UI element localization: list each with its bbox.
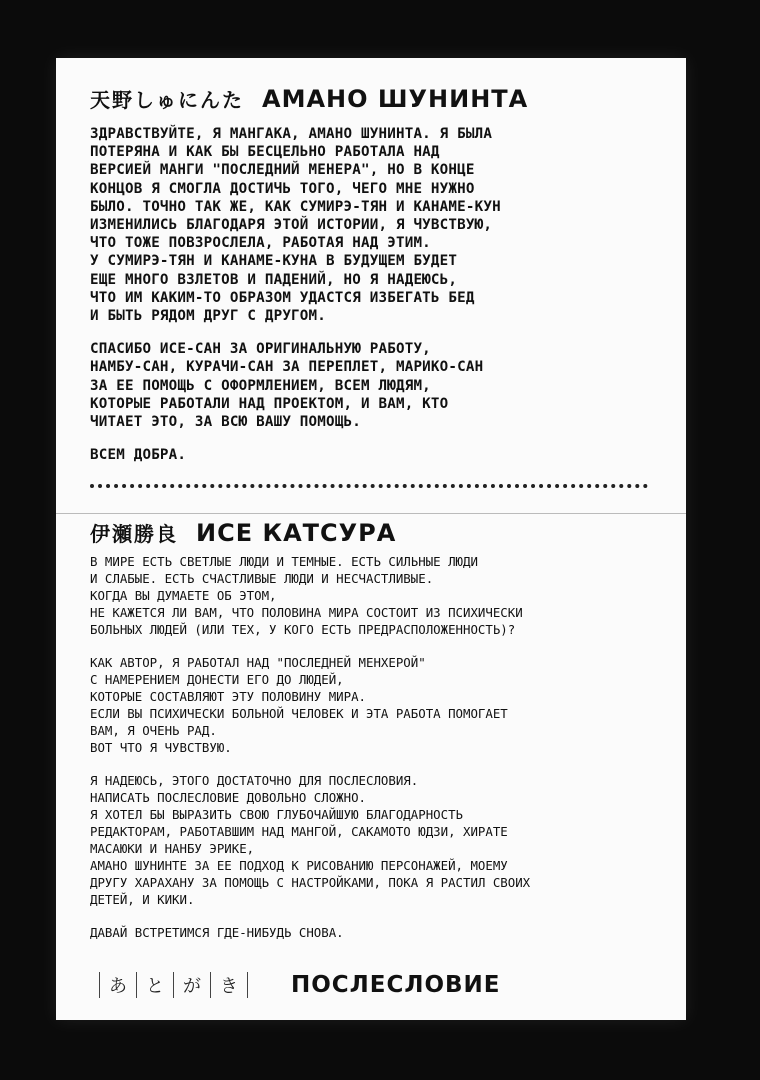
author-name: ИСЕ КАТСУРА: [196, 519, 397, 547]
afterword-kana: [90, 972, 257, 998]
kana-divider: [99, 972, 100, 998]
paragraph: Я НАДЕЮСЬ, ЭТОГО ДОСТАТОЧНО ДЛЯ ПОСЛЕСЛОВИЯ. НАПИСАТЬ ПОСЛЕСЛОВИЕ ДОВОЛЬНО СЛОЖНО. Я ХОТЕЛ БЫ ВЫРАЗИТЬ СВОЮ ГЛУБОЧАЙШУЮ БЛАГОДАРНОСТЬ РЕДАКТОРАМ, РАБОТАВШИМ НАД МАНГОЙ, САКАМОТО ЮДЗИ, ХИРАТЕ МАСАЮКИ И НАНБУ ЭРИКЕ, АМАНО ШУНИНТЕ ЗА ЕЕ ПОДХОД К РИСОВАНИЮ ПЕРСОНАЖЕЙ, МОЕМУ ДРУГУ ХАРАХАНУ ЗА ПОМОЩЬ С НАСТРОЙКАМИ, ПОКА Я РАСТИЛ СВОИХ ДЕТЕЙ, И КИКИ.: [90, 773, 531, 907]
section-ise: [90, 518, 658, 957]
kana-char: き: [220, 976, 238, 997]
author-name: АМАНО ШУНИНТА: [262, 85, 529, 113]
footer-title: ПОСЛЕСЛОВИЕ: [291, 972, 501, 998]
page-footer: [90, 972, 501, 998]
kana-char: と: [146, 976, 164, 997]
author-heading: [90, 84, 658, 113]
kana-divider: [210, 972, 211, 998]
afterword-page: [56, 58, 686, 1020]
paragraph: ДАВАЙ ВСТРЕТИМСЯ ГДЕ-НИБУДЬ СНОВА.: [90, 925, 344, 940]
kana-divider: [247, 972, 248, 998]
kana-char: が: [183, 976, 201, 997]
author-heading: [90, 518, 658, 547]
kana-char: あ: [109, 976, 127, 997]
paragraph: ЗДРАВСТВУЙТЕ, Я МАНГАКА, АМАНО ШУНИНТА. Я БЫЛА ПОТЕРЯНА И КАК БЫ БЕСЦЕЛЬНО РАБОТАЛА НАД ВЕРСИЕЙ МАНГИ "ПОСЛЕДНИЙ МЕНЕРА", НО В КОНЦЕ КОНЦОВ Я СМОГЛА ДОСТИЧЬ ТОГО, ЧЕГО МНЕ НУЖНО БЫЛО. ТОЧНО ТАК ЖЕ, КАК СУМИРЭ-ТЯН И КАНАМЕ-КУН ИЗМЕНИЛИСЬ БЛАГОДАРЯ ЭТОЙ ИСТОРИИ, Я ЧУВСТВУЮ, ЧТО ТОЖЕ ПОВЗРОСЛЕЛА, РАБОТАЯ НАД ЭТИМ. У СУМИРЭ-ТЯН И КАНАМЕ-КУНА В БУДУЩЕМ БУДЕТ ЕЩЕ МНОГО ВЗЛЕТОВ И ПАДЕНИЙ, НО Я НАДЕЮСЬ, ЧТО ИМ КАКИМ-ТО ОБРАЗОМ УДАСТСЯ ИЗБЕГАТЬ БЕД И БЫТЬ РЯДОМ ДРУГ С ДРУГОМ.: [90, 126, 501, 325]
paragraph: КАК АВТОР, Я РАБОТАЛ НАД "ПОСЛЕДНЕЙ МЕНХЕРОЙ" С НАМЕРЕНИЕМ ДОНЕСТИ ЕГО ДО ЛЮДЕЙ, КОТОРЫЕ СОСТАВЛЯЮТ ЭТУ ПОЛОВИНУ МИРА. ЕСЛИ ВЫ ПСИХИЧЕСКИ БОЛЬНОЙ ЧЕЛОВЕК И ЭТА РАБОТА ПОМОГАЕТ ВАМ, Я ОЧЕНЬ РАД. ВОТ ЧТО Я ЧУВСТВУЮ.: [90, 655, 508, 755]
section-divider-line: [56, 513, 686, 514]
paragraph: В МИРЕ ЕСТЬ СВЕТЛЫЕ ЛЮДИ И ТЕМНЫЕ. ЕСТЬ СИЛЬНЫЕ ЛЮДИ И СЛАБЫЕ. ЕСТЬ СЧАСТЛИВЫЕ ЛЮДИ И НЕСЧАСТЛИВЫЕ. КОГДА ВЫ ДУМАЕТЕ ОБ ЭТОМ, НЕ КАЖЕТСЯ ЛИ ВАМ, ЧТО ПОЛОВИНА МИРА СОСТОИТ ИЗ ПСИХИЧЕСКИ БОЛЬНЫХ ЛЮДЕЙ (ИЛИ ТЕХ, У КОГО ЕСТЬ ПРЕДРАСПОЛОЖЕННОСТЬ)?: [90, 554, 523, 637]
section-amano: [90, 84, 658, 479]
paragraph: ВСЕМ ДОБРА.: [90, 447, 187, 464]
kana-divider: [173, 972, 174, 998]
paragraph: СПАСИБО ИСЕ-САН ЗА ОРИГИНАЛЬНУЮ РАБОТУ, НАМБУ-САН, КУРАЧИ-САН ЗА ПЕРЕПЛЕТ, МАРИКО-САН ЗА ЕЕ ПОМОЩЬ С ОФОРМЛЕНИЕМ, ВСЕМ ЛЮДЯМ, КОТОРЫЕ РАБОТАЛИ НАД ПРОЕКТОМ, И ВАМ, КТО ЧИТАЕТ ЭТО, ЗА ВСЮ ВАШУ ПОМОЩЬ.: [90, 341, 484, 431]
dotted-divider: [90, 484, 648, 488]
kana-divider: [136, 972, 137, 998]
author-japanese-name: 天野しゅにんた: [90, 88, 244, 112]
author-japanese-name: 伊瀬勝良: [90, 522, 178, 546]
